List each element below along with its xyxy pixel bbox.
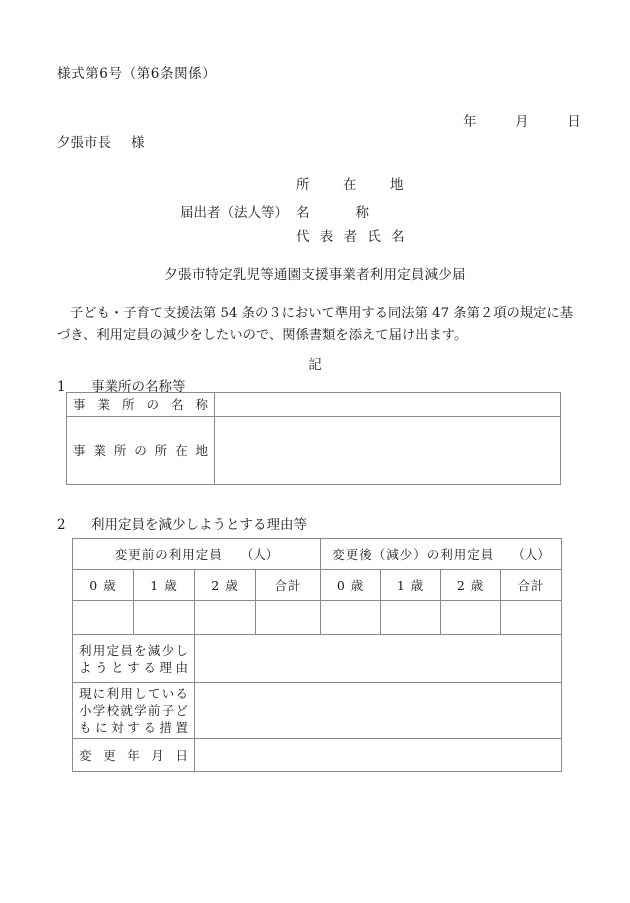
capacity-entry-before-0[interactable] xyxy=(73,601,134,635)
capacity-after-group-unit: （人） xyxy=(512,547,550,562)
capacity-after-group-label: 変更後（減少）の利用定員 xyxy=(332,547,495,562)
table-row xyxy=(73,739,562,772)
reason-value[interactable] xyxy=(195,635,562,683)
section2-number: 2 xyxy=(57,517,66,533)
capacity-table xyxy=(72,538,562,772)
addressee-honorific: 様 xyxy=(131,135,145,151)
section2-heading xyxy=(57,513,307,533)
capacity-entry-row xyxy=(73,601,562,635)
business-office-table xyxy=(66,392,561,485)
capacity-entry-before-2[interactable] xyxy=(195,601,256,635)
age-header-before-2: 2 歳 xyxy=(195,570,256,601)
measure-label xyxy=(73,683,195,739)
table-row xyxy=(73,683,562,739)
filer-name-label-a: 名 xyxy=(296,205,310,221)
age-header-after-total: 合計 xyxy=(501,570,562,601)
capacity-entry-after-total[interactable] xyxy=(501,601,562,635)
table-row xyxy=(67,417,561,485)
reason-label xyxy=(73,635,195,683)
section1-heading-text: 事業所の名称等 xyxy=(91,379,186,395)
capacity-before-group-header xyxy=(73,539,321,570)
ki-mark: 記 xyxy=(308,357,322,373)
section2-heading-text: 利用定員を減少しようとする理由等 xyxy=(91,517,307,533)
office-name-label-text: 事業所の名称 xyxy=(73,397,208,412)
age-header-after-0: 0 歳 xyxy=(321,570,381,601)
capacity-entry-after-2[interactable] xyxy=(441,601,501,635)
office-address-label-text: 事業所の所在地 xyxy=(73,443,208,458)
filer-location-label: 所 在 地 xyxy=(296,177,414,193)
capacity-entry-after-0[interactable] xyxy=(321,601,381,635)
capacity-before-group-label: 変更前の利用定員 xyxy=(114,547,223,562)
capacity-entry-before-1[interactable] xyxy=(134,601,195,635)
age-header-after-1: 1 歳 xyxy=(381,570,441,601)
capacity-entry-before-total[interactable] xyxy=(256,601,321,635)
office-name-value[interactable] xyxy=(215,393,561,417)
filer-representative-label: 代 表 者 氏 名 xyxy=(296,229,408,245)
change-date-label-text: 変更年月日 xyxy=(79,747,188,763)
filer-label: 届出者（法人等） xyxy=(180,205,288,221)
document-title: 夕張市特定乳児等通園支援事業者利用定員減少届 xyxy=(164,267,466,283)
form-number: 様式第6号（第6条関係） xyxy=(57,66,217,82)
age-header-before-total: 合計 xyxy=(256,570,321,601)
capacity-after-group-header xyxy=(321,539,562,570)
office-address-value[interactable] xyxy=(215,417,561,485)
addressee-line xyxy=(57,131,145,151)
age-header-before-0: 0 歳 xyxy=(73,570,134,601)
capacity-group-header-row xyxy=(73,539,562,570)
date-day-label: 日 xyxy=(567,114,581,130)
capacity-entry-after-1[interactable] xyxy=(381,601,441,635)
measure-value[interactable] xyxy=(195,683,562,739)
date-month-label: 月 xyxy=(515,114,529,130)
filer-name-label xyxy=(296,201,369,221)
table-row xyxy=(67,393,561,417)
age-header-before-1: 1 歳 xyxy=(134,570,195,601)
change-date-value[interactable] xyxy=(195,739,562,772)
office-name-label xyxy=(67,393,215,417)
body-paragraph: 子ども・子育て支援法第 54 条の３において準用する同法第 47 条第２項の規定に基づき、利用定員の減少をしたいので、関係書類を添えて届け出ます。 xyxy=(57,306,573,343)
section1-number: 1 xyxy=(57,379,66,395)
reason-label-text: 利用定員を減少しようとする理由 xyxy=(79,642,188,675)
date-line xyxy=(463,110,581,130)
table-row xyxy=(73,635,562,683)
capacity-before-group-unit: （人） xyxy=(240,547,279,562)
filer-name-label-b: 称 xyxy=(355,205,369,221)
change-date-label xyxy=(73,739,195,772)
age-header-after-2: 2 歳 xyxy=(441,570,501,601)
capacity-age-header-row xyxy=(73,570,562,601)
addressee-name: 夕張市長 xyxy=(57,135,111,151)
measure-label-text: 現に利用している小学校就学前子どもに対する措置 xyxy=(79,686,188,735)
office-address-label xyxy=(67,417,215,485)
date-year-label: 年 xyxy=(463,114,477,130)
